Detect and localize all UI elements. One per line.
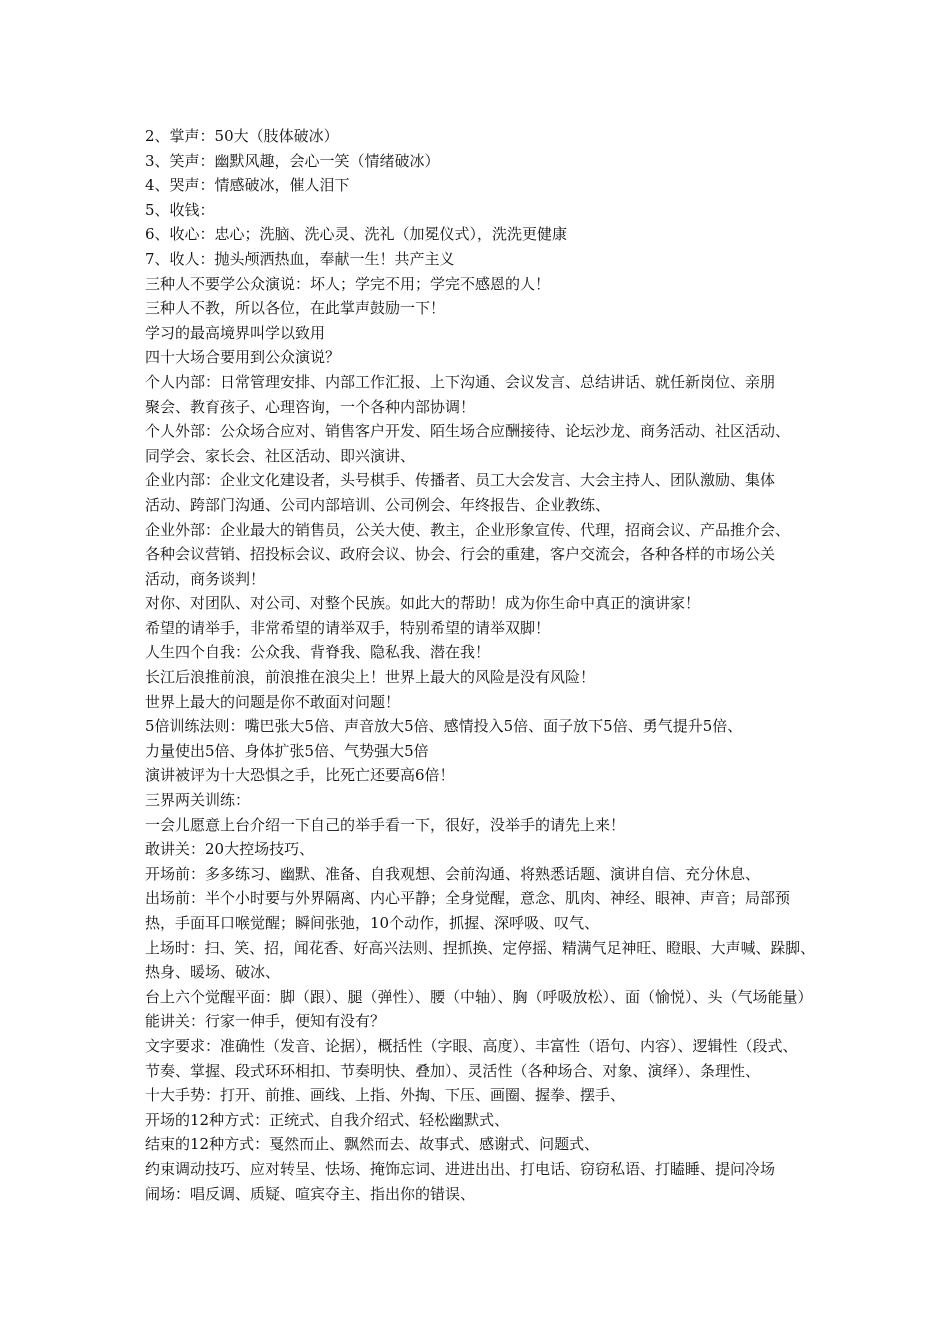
text-line: 出场前：半个小时要与外界隔离、内心平静；全身觉醒，意念、肌肉、神经、眼神、声音；局部预 [145, 889, 791, 908]
text-line: 文字要求：准确性（发音、论据），概括性（字眼、高度）、丰富性（语句、内容）、逻辑性（段式、 [145, 1036, 798, 1055]
text-line: 企业内部：企业文化建设者，头号棋手、传播者、员工大会发言、大会主持人、团队激励、集体 [145, 471, 776, 490]
text-line: 三种人不要学公众演说：坏人；学完不用；学完不感恩的人！ [145, 274, 551, 293]
text-line: 演讲被评为十大恐惧之手，比死亡还要高6倍！ [145, 766, 455, 785]
text-line: 开场前：多多练习、幽默、准备、自我观想、会前沟通、将熟悉话题、演讲自信、充分休息、 [145, 864, 761, 883]
text-line: 热，手面耳口喉觉醒；瞬间张弛，10个动作，抓握、深呼吸、叹气、 [145, 914, 600, 932]
text-line: 敢讲关：20大控场技巧、 [145, 840, 315, 859]
text-line: 同学会、家长会、社区活动、即兴演讲、 [145, 446, 416, 465]
text-line: 上场时：扫、笑、招，闻花香、好高兴法则、捏抓换、定停摇、精满气足神旺、瞪眼、大声喊、跺脚、 [145, 938, 816, 957]
text-line: 力量使出5倍、身体扩张5倍、气势强大5倍 [145, 741, 429, 760]
text-line: 聚会、教育孩子、心理咨询，一个各种内部协调！ [145, 397, 476, 416]
text-line: 个人外部：公众场合应对、销售客户开发、陌生场合应酬接待、论坛沙龙、商务活动、社区活动、 [145, 422, 791, 441]
text-line: 节奏、掌握、段式环环相扣、节奏明快、叠加）、灵活性（各种场合、对象、演绎）、条理性、 [145, 1061, 761, 1080]
text-line: 一会儿愿意上台介绍一下自己的举手看一下，很好，没举手的请先上来！ [145, 815, 626, 834]
text-line: 热身、暖场、破冰、 [145, 963, 281, 982]
text-line: 希望的请举手，非常希望的请举双手，特别希望的请举双脚！ [145, 618, 551, 637]
text-line: 能讲关：行家一伸手，便知有没有？ [145, 1012, 386, 1031]
text-line: 约束调动技巧、应对转呈、怯场、掩饰忘词、进进出出、打电话、窃窃私语、打瞌睡、提问冷场 [145, 1159, 776, 1178]
text-line: 人生四个自我：公众我、背脊我、隐私我、潜在我！ [145, 643, 491, 662]
text-line: 结束的12种方式：戛然而止、飘然而去、故事式、感谢式、问题式、 [145, 1135, 600, 1154]
text-line: 活动，商务谈判！ [145, 569, 266, 588]
text-line: 十大手势：打开、前推、画线、上指、外掏、下压、画圈、握拳、摆手、 [145, 1086, 626, 1105]
text-line: 开场的12种方式：正统式、自我介绍式、轻松幽默式、 [145, 1110, 510, 1129]
text-line: 3、笑声：幽默风趣，会心一笑（情绪破冰） [145, 151, 440, 170]
text-line: 世界上最大的问题是你不敢面对问题！ [145, 692, 401, 711]
text-line: 个人内部：日常管理安排、内部工作汇报、上下沟通、会议发言、总结讲话、就任新岗位、亲朋 [145, 372, 776, 391]
text-line: 长江后浪推前浪，前浪推在浪尖上！世界上最大的风险是没有风险！ [145, 668, 596, 687]
text-line: 2、掌声：50大（肢体破冰） [145, 127, 339, 145]
text-line: 活动、跨部门沟通、公司内部培训、公司例会、年终报告、企业教练、 [145, 495, 611, 514]
text-line: 4、哭声：情感破冰，催人泪下 [145, 176, 350, 195]
text-line: 6、收心：忠心；洗脑、洗心灵、洗礼（加冕仪式），洗洗更健康 [145, 225, 568, 244]
document-body [145, 124, 815, 1206]
text-line: 学习的最高境界叫学以致用 [145, 323, 326, 342]
text-line: 5、收钱： [145, 200, 215, 219]
text-line: 企业外部：企业最大的销售员，公关大使、教主，企业形象宣传、代理，招商会议、产品推介会、 [145, 520, 791, 539]
text-line: 台上六个觉醒平面：脚（跟）、腿（弹性）、腰（中轴）、胸（呼吸放松）、面（愉悦）、头（气场能量） [145, 987, 813, 1006]
text-line: 对你、对团队、对公司、对整个民族。如此大的帮助！成为你生命中真正的演讲家！ [145, 594, 701, 613]
text-line: 闹场：唱反调、质疑、喧宾夺主、指出你的错误、 [145, 1184, 476, 1203]
text-line: 7、收人：抛头颅洒热血，奉献一生！共产主义 [145, 249, 455, 268]
text-line: 各种会议营销、招投标会议、政府会议、协会、行会的重建，客户交流会，各种各样的市场公关 [145, 545, 776, 564]
text-line: 三界两关训练： [145, 791, 251, 810]
text-line: 5倍训练法则：嘴巴张大5倍、声音放大5倍、感情投入5倍、面子放下5倍、勇气提升5倍、 [145, 717, 743, 736]
text-line: 四十大场合要用到公众演说？ [145, 348, 341, 367]
text-line: 三种人不教，所以各位，在此掌声鼓励一下！ [145, 299, 446, 318]
